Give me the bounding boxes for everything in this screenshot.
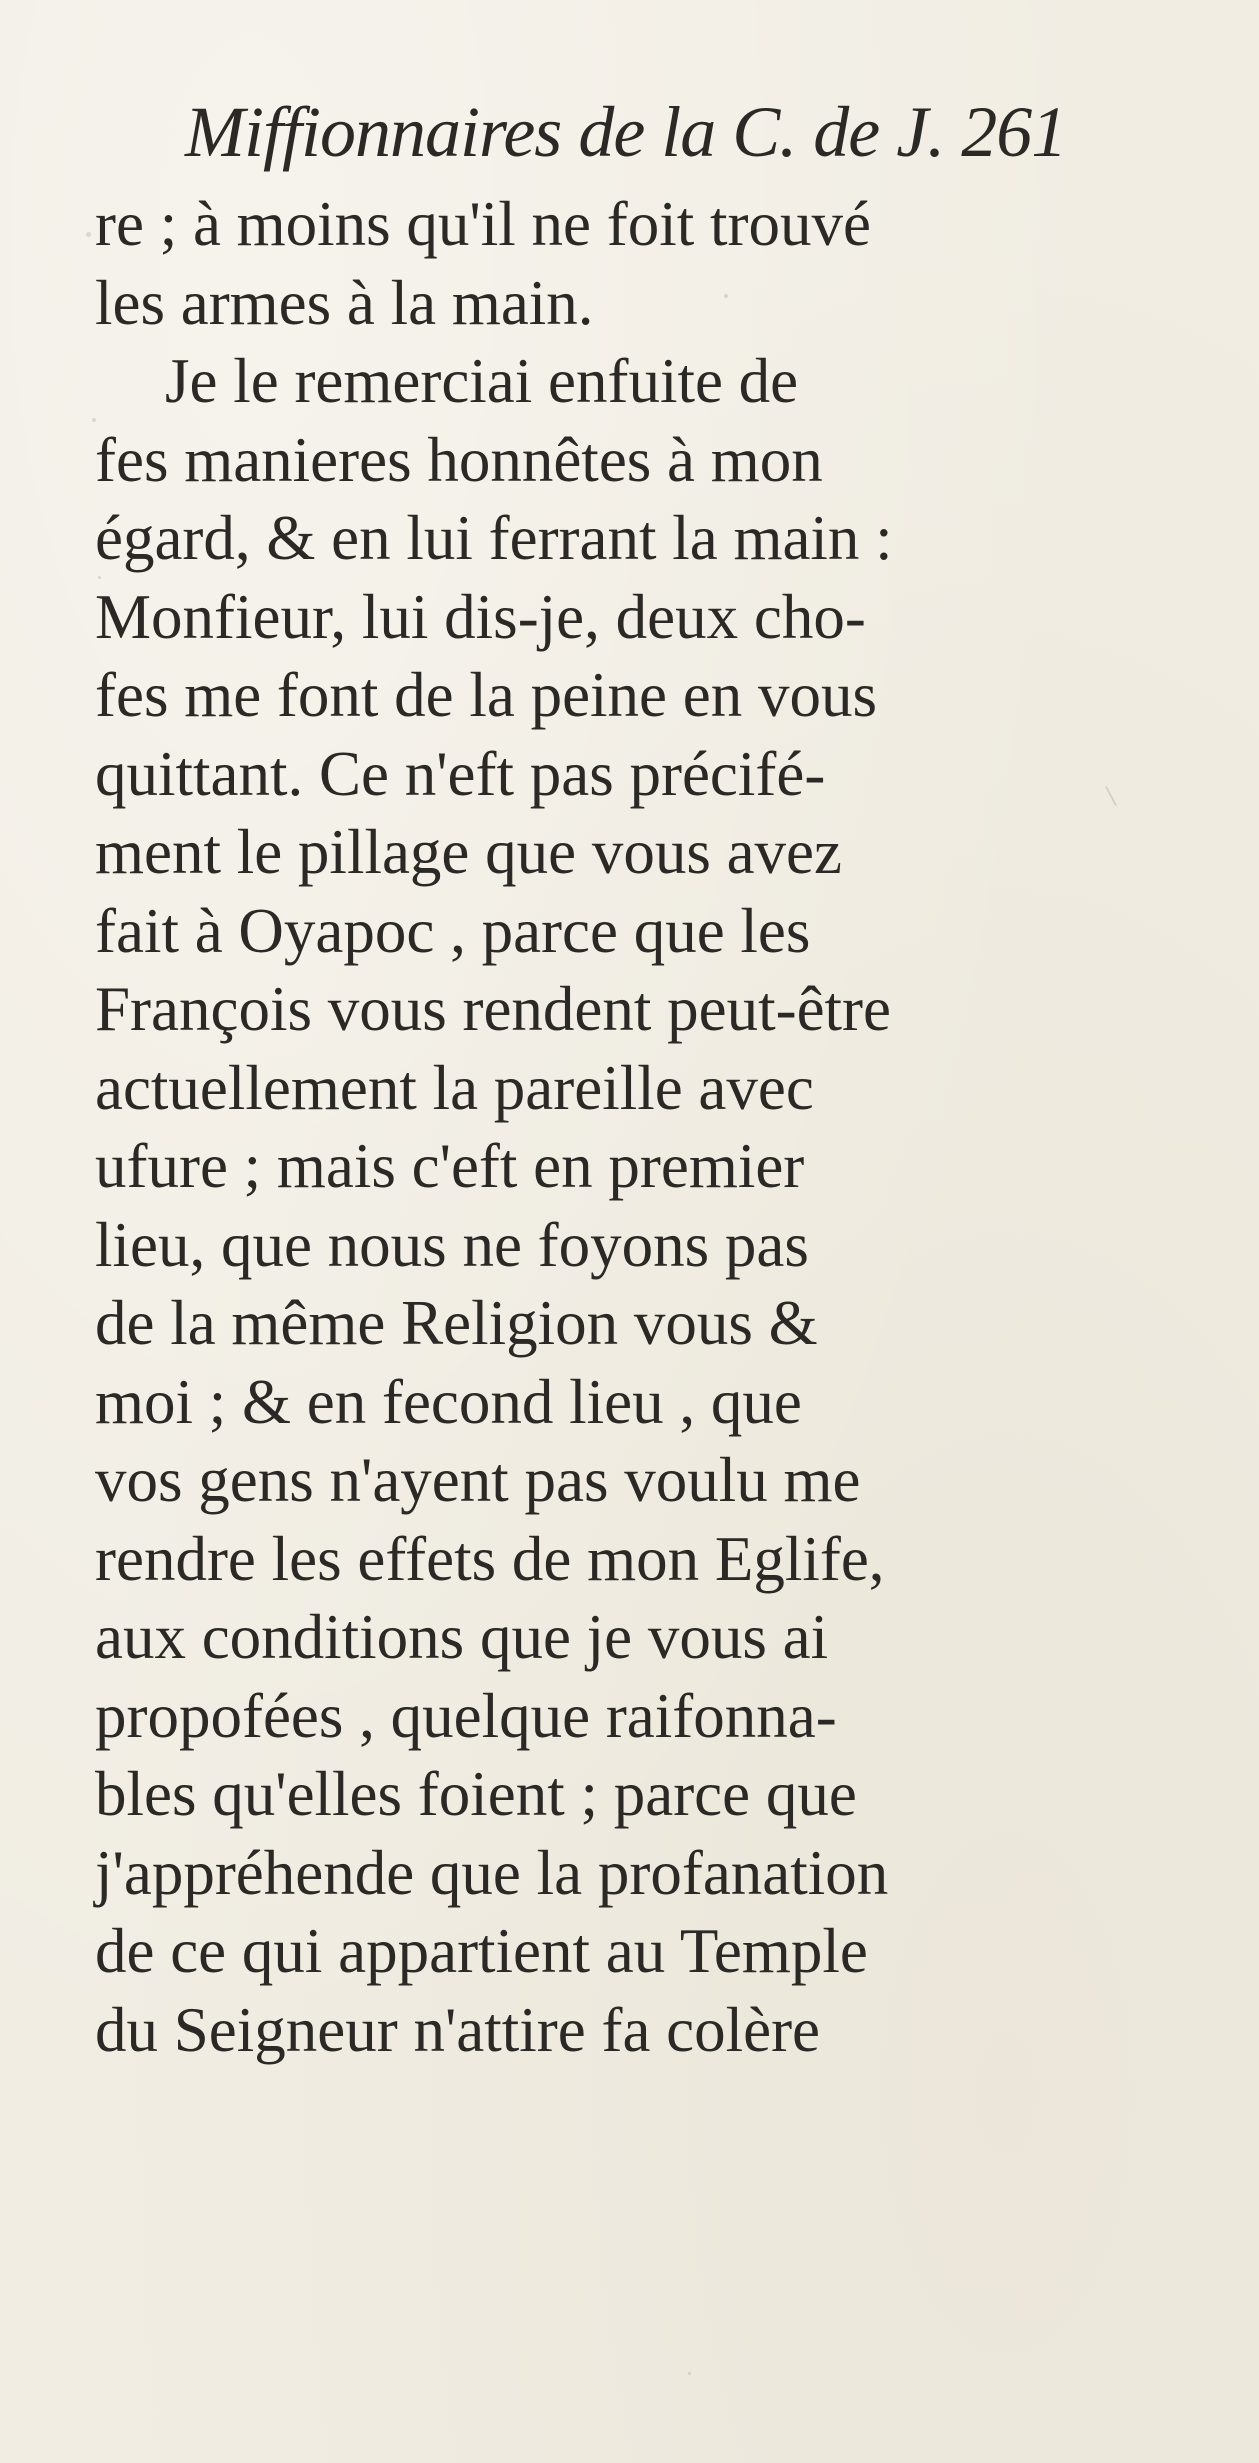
text-line: de la même Religion vous & <box>95 1288 818 1358</box>
text-line: du Seigneur n'attire fa colère <box>95 1994 821 2065</box>
paper-speck <box>92 418 96 422</box>
text-line: fes manieres honnêtes à mon <box>95 424 823 495</box>
text-line: aux conditions que je vous ai <box>95 1602 829 1672</box>
paper-speck <box>86 232 91 237</box>
text-line: François vous rendent peut-être <box>95 974 891 1044</box>
text-line: bles qu'elles foient ; parce que <box>95 1759 857 1829</box>
running-header: Miffionnaires de la C. de J. 261 <box>185 92 1067 172</box>
text-line: égard, & en lui ferrant la main : <box>95 503 893 573</box>
text-line: propofées , quelque raifonna- <box>95 1680 837 1751</box>
text-line: ufure ; mais c'eft en premier <box>95 1131 805 1201</box>
text-line: Monfieur, lui dis-je, deux cho- <box>95 581 866 652</box>
text-line: les armes à la main. <box>95 267 594 338</box>
text-line: moi ; & en fecond lieu , que <box>95 1366 802 1437</box>
text-line: rendre les effets de mon Eglife, <box>95 1523 885 1594</box>
text-line: lieu, que nous ne foyons pas <box>95 1209 809 1280</box>
text-line: fait à Oyapoc , parce que les <box>95 895 811 966</box>
paper-speck <box>688 2372 691 2375</box>
text-line: ment le pillage que vous avez <box>95 817 842 887</box>
text-line: fes me font de la peine en vous <box>95 660 877 730</box>
text-line: de ce qui appartient au Temple <box>95 1916 868 1986</box>
text-line: vos gens n'ayent pas voulu me <box>95 1445 861 1515</box>
text-line: Je le remerciai enfuite de <box>165 346 799 416</box>
paper-speck <box>98 576 101 579</box>
text-line: re ; à moins qu'il ne foit trouvé <box>95 189 871 259</box>
body-text <box>95 185 1235 2069</box>
text-line: actuellement la pareille avec <box>95 1052 814 1123</box>
text-line: j'appréhende que la profanation <box>95 1837 889 1908</box>
text-line: quittant. Ce n'eft pas précifé- <box>95 738 826 809</box>
paper-speck <box>724 294 728 298</box>
